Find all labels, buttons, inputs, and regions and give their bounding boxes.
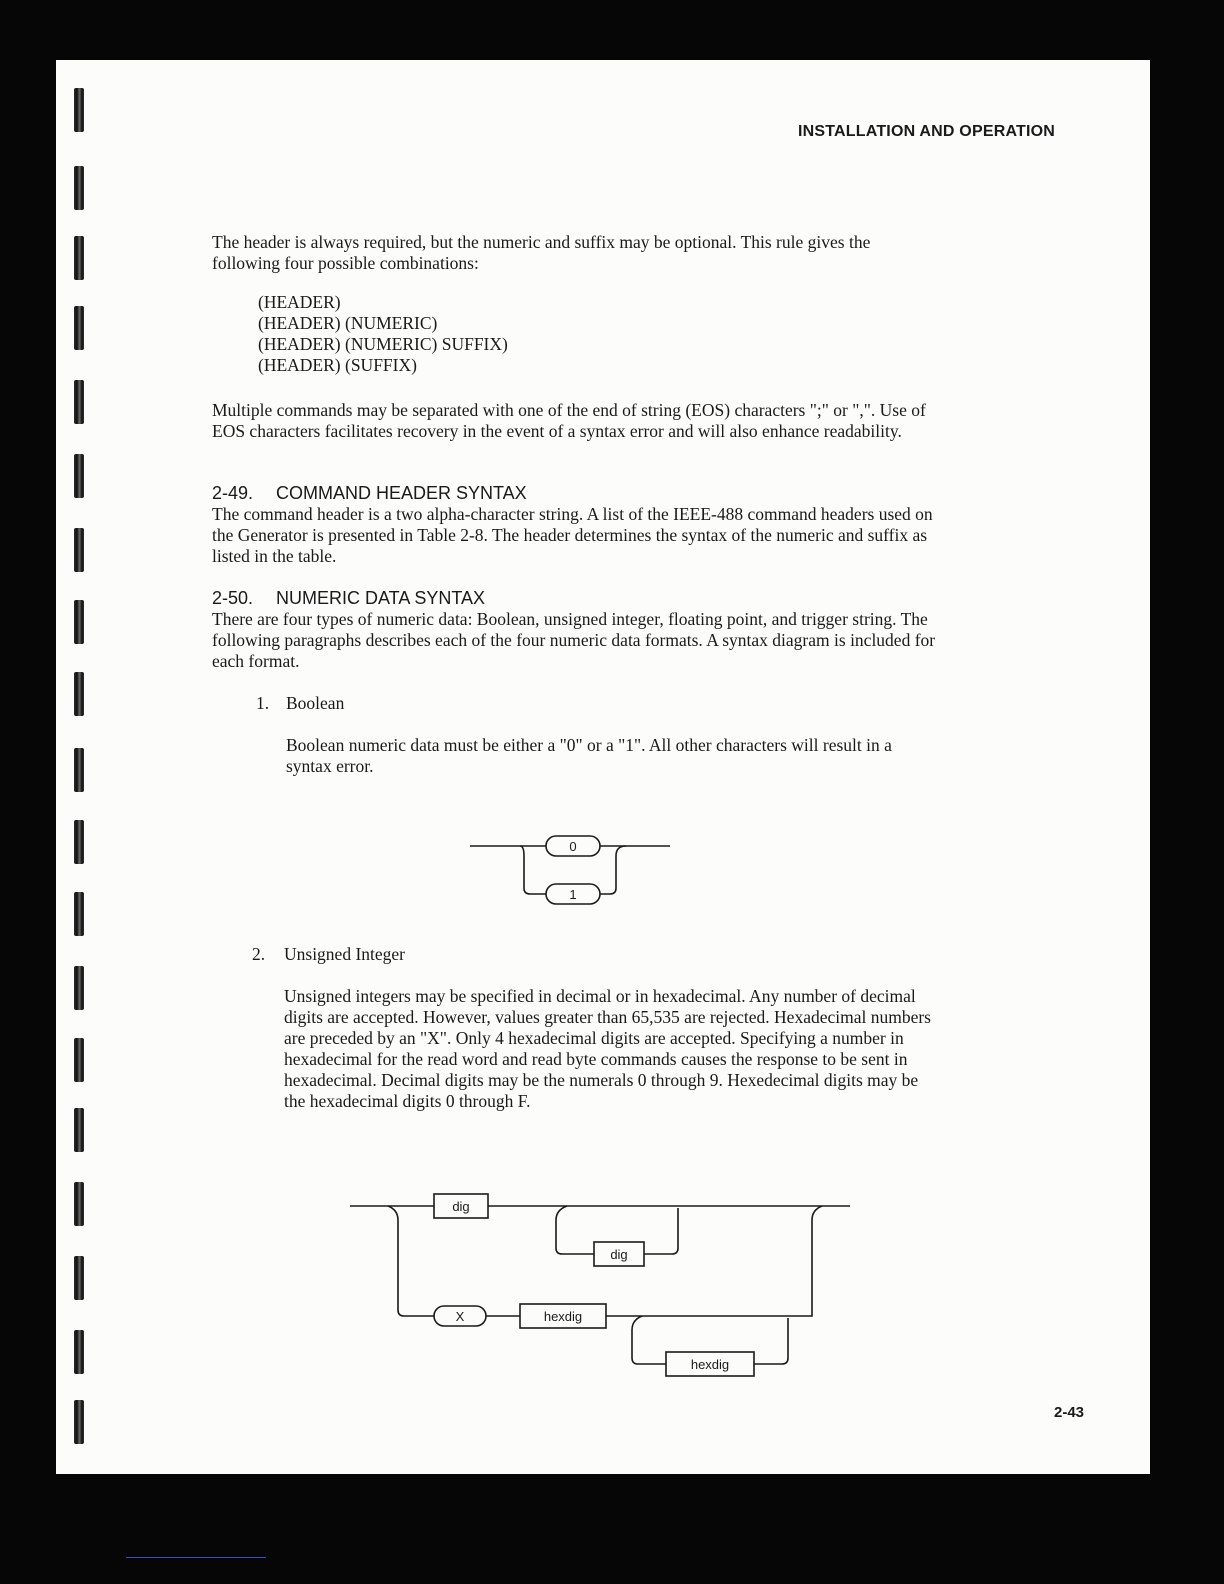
unsigned-integer-syntax-diagram [342,1184,862,1394]
diagram-label: 1 [569,887,577,902]
section-body-2-49: The command header is a two alpha-character string. A list of the IEEE-488 command headers used on the Generator is presented in Table 2-8. The header determines the syntax of the numeric and suffix as listed in the table. [212,504,933,566]
boolean-syntax-diagram [460,830,690,910]
diagram-label: 0 [569,839,577,854]
combination-list [258,292,508,376]
boolean-description: Boolean numeric data must be either a "0" or a "1". All other characters will result in a syntax error. [286,735,892,776]
combination-item: (HEADER) (NUMERIC) [258,313,438,333]
combination-item: (HEADER) [258,292,341,312]
page-number: 2-43 [1054,1404,1085,1421]
screen-underline [126,1557,266,1558]
diagram-label: hexdig [690,1357,730,1372]
combination-item: (HEADER) (SUFFIX) [258,355,417,375]
section-number: 2-49. [212,483,254,503]
unsigned-integer-description: Unsigned integers may be specified in decimal or in hexadecimal. Any number of decimal digits are accepted. However, values greater than 65,535 are rejected. Hexadecimal numbers are preceded by an "X". Only 4 hexadecimal digits are accepted. Specifying a number in hexadecimal for the read word and read byte commands causes the response to be sent in hexadecimal. Decimal digits may be the numerals 0 through 9. Hexedecimal digits may be the hexadecimal digits 0 through F. [284,986,931,1111]
item-title: Boolean [286,693,345,713]
intro-paragraph: The header is always required, but the numeric and suffix may be optional. This rule gives the following four possible combinations: [212,232,871,273]
eos-paragraph: Multiple commands may be separated with one of the end of string (EOS) characters ";" or ",". Use of EOS characters facilitates recovery in the event of a syntax error and will also enhance readability. [212,400,926,441]
document-page [56,60,1150,1474]
running-header: INSTALLATION AND OPERATION [798,123,1056,140]
diagram-label: dig [452,1199,470,1214]
spiral-binding [56,60,116,1474]
list-item-unsigned-integer [252,944,405,965]
item-title: Unsigned Integer [284,944,406,964]
item-number: 1. [256,693,270,713]
combination-item: (HEADER) (NUMERIC) SUFFIX) [258,334,508,354]
diagram-label: dig [610,1247,628,1262]
section-number: 2-50. [212,588,254,608]
section-body-2-50: There are four types of numeric data: Boolean, unsigned integer, floating point, and trigger string. The following paragraphs describes each of the four numeric data formats. A syntax diagram is included for each format. [212,609,936,671]
list-item-boolean [256,693,344,714]
section-title: NUMERIC DATA SYNTAX [276,588,486,608]
diagram-label: hexdig [543,1309,583,1324]
item-number: 2. [252,944,266,964]
section-title: COMMAND HEADER SYNTAX [276,483,527,503]
section-heading-2-49 [212,482,527,504]
section-heading-2-50 [212,587,485,609]
diagram-label: X [455,1309,465,1324]
